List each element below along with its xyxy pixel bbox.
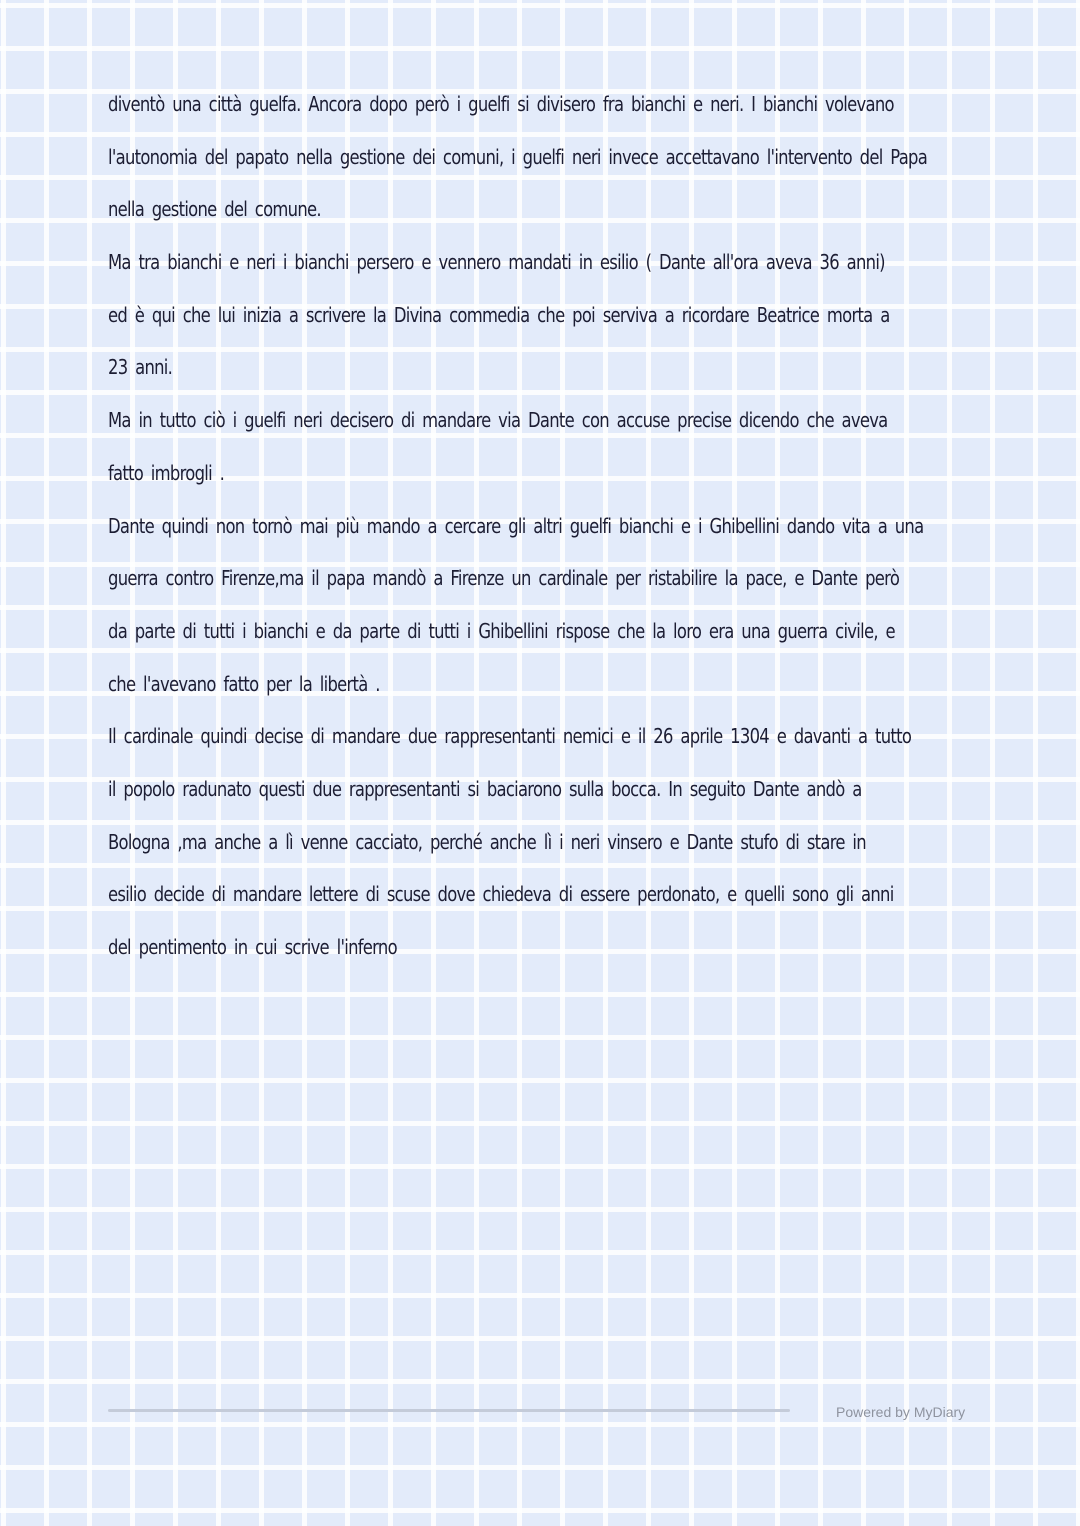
text-line: guerra contro Firenze,ma il papa mandò a Firenze un cardinale per ristabilire la pace, e Dante però — [108, 566, 900, 591]
handwritten-text-block — [108, 78, 978, 974]
text-line: Bologna ,ma anche a lì venne cacciato, perché anche lì i neri vinsero e Dante stufo di stare in — [108, 829, 866, 854]
text-line: diventò una città guelfa. Ancora dopo però i guelfi si divisero fra bianchi e neri. I bianchi volevano — [108, 92, 894, 116]
text-line: Il cardinale quindi decise di mandare due rappresentanti nemici e il 26 aprile 1304 e davanti a tutto — [108, 724, 912, 749]
text-line: Ma in tutto ciò i guelfi neri decisero di mandare via Dante con accuse precise dicendo che aveva — [108, 408, 888, 433]
text-line: ed è qui che lui inizia a scrivere la Divina commedia che poi serviva a ricordare Beatrice morta a — [108, 302, 890, 327]
text-line: 23 anni. — [108, 355, 173, 380]
text-line: che l'avevano fatto per la libertà . — [108, 671, 380, 696]
text-line: del pentimento in cui scrive l'inferno — [108, 935, 397, 959]
powered-by-label: Powered by MyDiary — [836, 1404, 966, 1420]
text-line: esilio decide di mandare lettere di scuse dove chiedeva di essere perdonato, e quelli sono gli anni — [108, 882, 894, 907]
text-line: Dante quindi non tornò mai più mando a cercare gli altri guelfi bianchi e i Ghibellini dando vita a una — [108, 513, 924, 538]
footer-divider — [108, 1409, 790, 1412]
text-line: il popolo radunato questi due rappresentanti si baciarono sulla bocca. In seguito Dante andò a — [108, 776, 862, 801]
text-line: Ma tra bianchi e neri i bianchi persero e vennero mandati in esilio ( Dante all'ora aveva 36 anni) — [108, 250, 885, 275]
text-line: da parte di tutti i bianchi e da parte di tutti i Ghibellini rispose che la loro era una guerra civile, e — [108, 618, 895, 643]
text-line: fatto imbrogli . — [108, 460, 225, 485]
text-line: nella gestione del comune. — [108, 197, 321, 222]
text-line: l'autonomia del papato nella gestione dei comuni, i guelfi neri invece accettavano l'intervento del Papa — [108, 144, 928, 169]
